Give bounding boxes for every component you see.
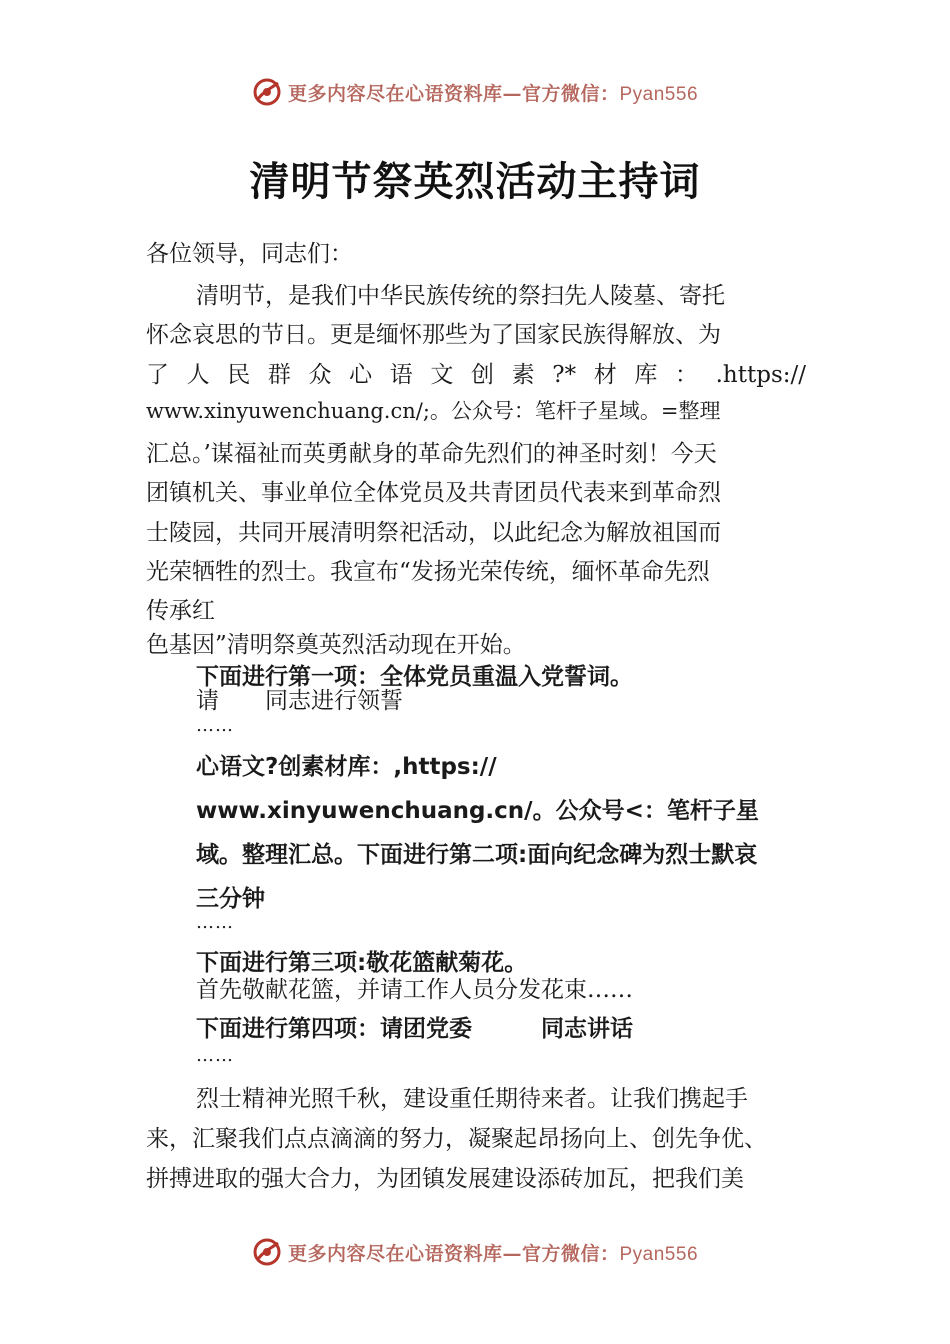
header-banner (0, 72, 950, 112)
ellipsis: …… (196, 1045, 234, 1066)
closing-line: 烈士精神光照千秋，建设重任期待来者。让我们携起手 (196, 1086, 748, 1112)
bold-line: www.xinyuwenchuang.cn/。公众号<：笔杆子星 (196, 798, 759, 824)
ellipsis: …… (196, 912, 234, 933)
paragraph-line: 清明节，是我们中华民族传统的祭扫先人陵墓、寄托 (196, 283, 725, 309)
agenda-item-1-sub: 请 同志进行领誓 (196, 688, 403, 714)
paragraph-line: 士陵园，共同开展清明祭祀活动，以此纪念为解放祖国而 (146, 520, 721, 546)
bold-line: 心语文?创素材库：,https:// (196, 754, 497, 780)
paragraph-line: www.xinyuwenchuang.cn/;。公众号：笔杆子星域。=整理 (146, 399, 721, 423)
agenda-item-3: 下面进行第三项:敬花篮献菊花。 (196, 950, 528, 976)
paragraph-line: 怀念哀思的节日。更是缅怀那些为了国家民族得解放、为 (146, 322, 721, 348)
greeting: 各位领导，同志们： (146, 241, 353, 267)
paragraph-line: 色基因”清明祭奠英烈活动现在开始。 (146, 632, 526, 658)
bold-line: 三分钟 (196, 886, 265, 912)
paragraph-line: 汇总。’谋福祉而英勇献身的革命先烈们的神圣时刻！今天 (146, 441, 717, 467)
logo-icon (252, 77, 282, 107)
closing-line: 来，汇聚我们点点滴滴的努力，凝聚起昂扬向上、创先争优、 (146, 1126, 767, 1152)
ellipsis: …… (196, 715, 234, 736)
agenda-item-3-sub: 首先敬献花篮，并请工作人员分发花束…… (196, 977, 633, 1003)
agenda-item-4: 下面进行第四项：请团党委 同志讲话 (196, 1016, 633, 1042)
agenda-item-1: 下面进行第一项：全体党员重温入党誓词。 (196, 664, 633, 690)
footer-banner (0, 1232, 950, 1272)
header-banner-text: 更多内容尽在心语资料库—官方微信：Pyan556 (287, 82, 699, 105)
footer-banner-text: 更多内容尽在心语资料库—官方微信：Pyan556 (287, 1242, 699, 1265)
paragraph-line: 团镇机关、事业单位全体党员及共青团员代表来到革命烈 (146, 480, 721, 506)
paragraph-line: 了人民群众心语文创素?*材库：.https:// (146, 362, 806, 388)
logo-icon (252, 1237, 282, 1267)
paragraph-line: 传承红 (146, 598, 215, 624)
paragraph-line: 光荣牺牲的烈士。我宣布“发扬光荣传统，缅怀革命先烈 (146, 559, 710, 585)
closing-line: 拼搏进取的强大合力，为团镇发展建设添砖加瓦，把我们美 (146, 1166, 744, 1192)
bold-line: 域。整理汇总。下面进行第二项:面向纪念碑为烈士默哀 (196, 842, 758, 868)
document-title: 清明节祭英烈活动主持词 (249, 159, 701, 205)
